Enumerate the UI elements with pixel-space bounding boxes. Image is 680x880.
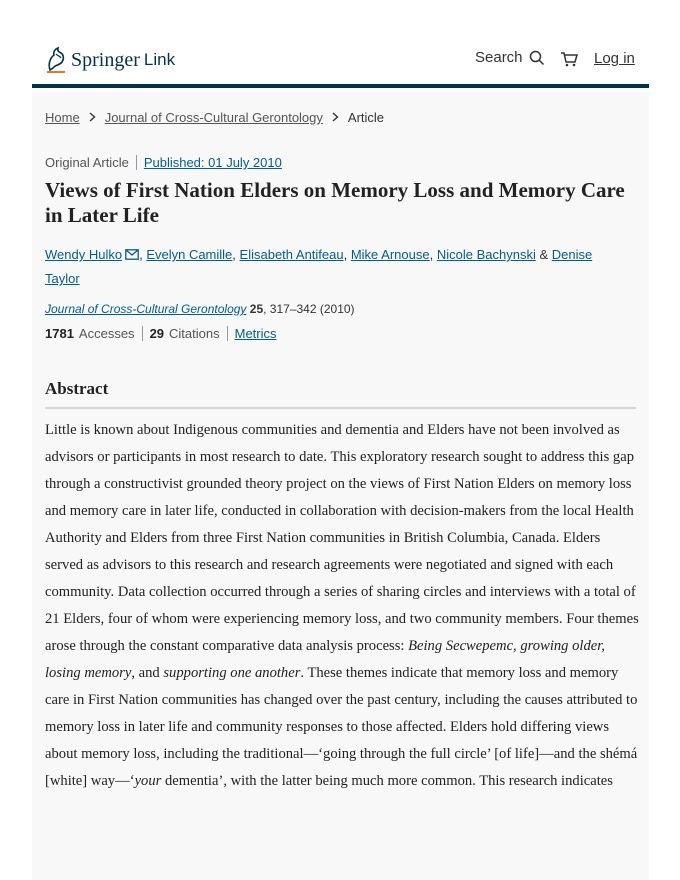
abstract-part: Little is known about Indigenous communities and dementia and Elders have not been involved as advisors or participants in most research to date. This exploratory research sought to address this gap through a constructivist grounded theory project on the views of First Nation Elders on memory loss and memory care in later life, conducted in collaboration with decision-makers from the local Health Authority and Elders from three First Nation communities in British Columbia, Canada. Elders served as advisors to this research and research agreements were negotiated and signed with each community. Data collection occurred through a series of sharing circles and interviews with a total of 21 Elders, four of whom were experiencing memory loss, and two community members. Four themes arose through the constant comparative data analysis process: [45,422,639,654]
abstract-heading: Abstract [45,379,636,409]
search-label: Search [475,49,523,66]
author-ampersand: & [539,247,549,262]
springer-link-logo[interactable] [44,44,175,76]
author-link[interactable]: Denise Taylor [45,247,593,286]
search-button[interactable] [475,49,545,66]
citations-label: Citations [169,326,220,341]
divider [142,326,143,341]
divider [227,326,228,341]
author-list: Wendy Hulko , Evelyn Camille, Elisabeth Antifeau, Mike Arnouse, Nicole Bachynski & Denise Taylor [45,243,605,290]
citation-volume: 25 [249,302,264,316]
article-meta [45,155,282,170]
breadcrumb [45,110,384,125]
author-link[interactable]: Wendy Hulko [45,247,123,262]
author-link[interactable]: Mike Arnouse [350,247,430,262]
divider [136,155,137,170]
accesses-count: 1781 [45,326,74,341]
mail-icon[interactable] [125,244,139,267]
abstract-italic: Being Secwepemc, growing older, losing memory [45,638,605,681]
author-link[interactable]: Elisabeth Antifeau [239,247,344,262]
springer-horse-icon [44,46,68,74]
chevron-right-icon [89,110,96,125]
search-icon [529,50,545,66]
abstract-text [45,417,640,795]
breadcrumb-current: Article [347,110,385,125]
abstract-part: dementia’, with the latter being much more common. This research indicates [161,773,613,789]
abstract-italic: supporting one another [163,665,301,681]
breadcrumb-journal[interactable]: Journal of Cross-Cultural Gerontology [104,110,323,125]
chevron-right-icon [332,110,339,125]
citation-details: , 317–342 (2010) [263,302,355,316]
breadcrumb-home[interactable]: Home [45,110,80,125]
logo-sub: Link [143,50,176,69]
author-link[interactable]: Evelyn Camille [146,247,233,262]
main-content [32,92,649,880]
abstract-part: , and [131,665,164,681]
citations-count: 29 [149,326,165,341]
published-date-link[interactable]: Published: 01 July 2010 [143,155,282,170]
logo-text: Springer [71,48,140,71]
author-link[interactable]: Nicole Bachynski [436,247,536,262]
site-header [32,40,649,88]
cart-icon [560,51,578,67]
article-title: Views of First Nation Elders on Memory Loss and Memory Care in Later Life [45,178,625,227]
login-link[interactable]: Log in [594,50,635,67]
accesses-label: Accesses [78,326,135,341]
cart-button[interactable] [560,51,578,72]
citation-journal-link[interactable]: Journal of Cross-Cultural Gerontology [45,302,247,316]
article-type: Original Article [45,155,129,170]
article-metrics [45,326,277,341]
citation-line [45,302,355,316]
abstract-part: . These themes indicate that memory loss and memory care in First Nation communities has changed over the past century, including the causes attributed to memory loss in later life and community responses to those affected. Elders hold differing views about memory loss, including the traditional—‘going through the full circle’ [of life]—and the shémá [white] way—‘ [45,665,638,789]
metrics-link[interactable]: Metrics [234,326,277,341]
abstract-italic: your [134,773,162,789]
